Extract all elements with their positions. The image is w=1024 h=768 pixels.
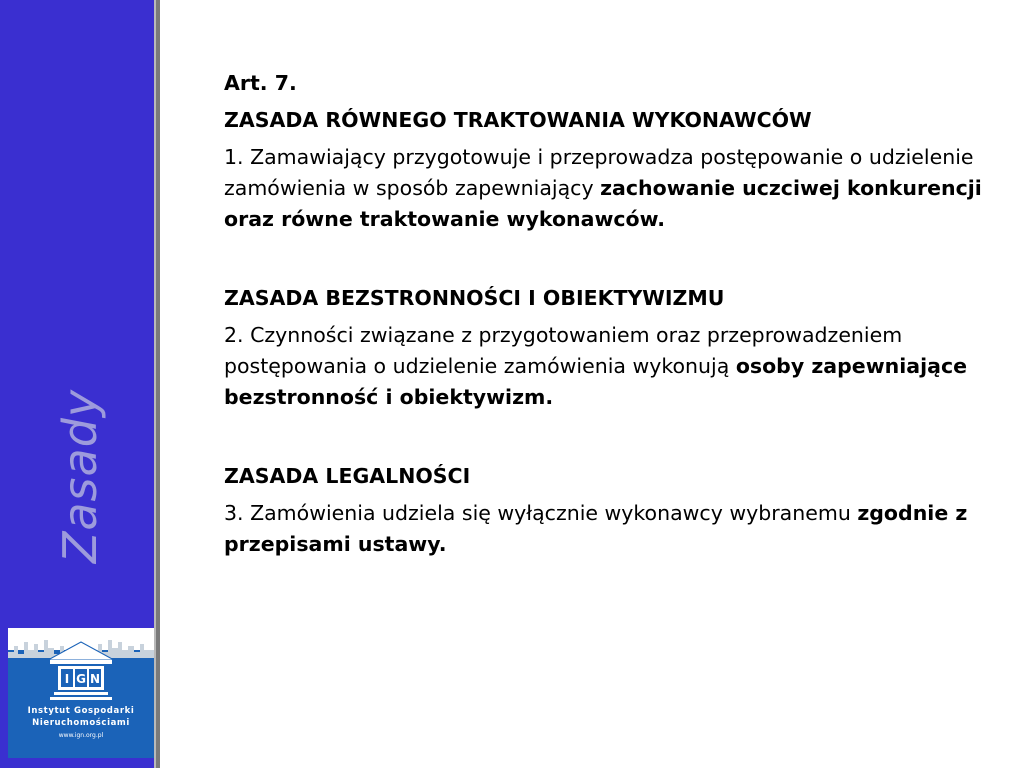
- logo-letter-n: N: [89, 672, 101, 686]
- sidebar: [0, 0, 160, 768]
- section-text-1: 1. Zamawiający przygotowuje i przeprowadza postępowanie o udzielenie zamówienia w sposób zapewniający zachowanie uczciwej konkurencji oraz równe traktowanie wykonawców.: [224, 145, 982, 231]
- skyline-icon: [8, 628, 154, 708]
- logo-letter-i: I: [64, 672, 70, 686]
- sidebar-title: Zasady: [53, 388, 107, 564]
- section-text-2: 2. Czynności związane z przygotowaniem oraz przeprowadzeniem postępowania o udzielenie zamówienia wykonują osoby zapewniające bezstronność i obiektywizm.: [224, 323, 968, 409]
- logo-url: www.ign.org.pl: [58, 732, 104, 739]
- section-heading-3: ZASADA LEGALNOŚCI: [224, 464, 471, 488]
- logo-line-1: Instytut Gospodarki: [27, 706, 135, 716]
- section-heading-1: ZASADA RÓWNEGO TRAKTOWANIA WYKONAWCÓW: [224, 108, 812, 132]
- logo-letter-g: G: [76, 672, 86, 686]
- ign-logo: [8, 628, 154, 758]
- logo-line-2: Nieruchomościami: [32, 718, 130, 728]
- main-content: [224, 68, 994, 560]
- section-text-3: 3. Zamówienia udziela się wyłącznie wykonawcy wybranemu zgodnie z przepisami ustawy.: [224, 501, 968, 556]
- section-heading-2: ZASADA BEZSTRONNOŚCI I OBIEKTYWIZMU: [224, 286, 725, 310]
- article-number: Art. 7.: [224, 71, 297, 95]
